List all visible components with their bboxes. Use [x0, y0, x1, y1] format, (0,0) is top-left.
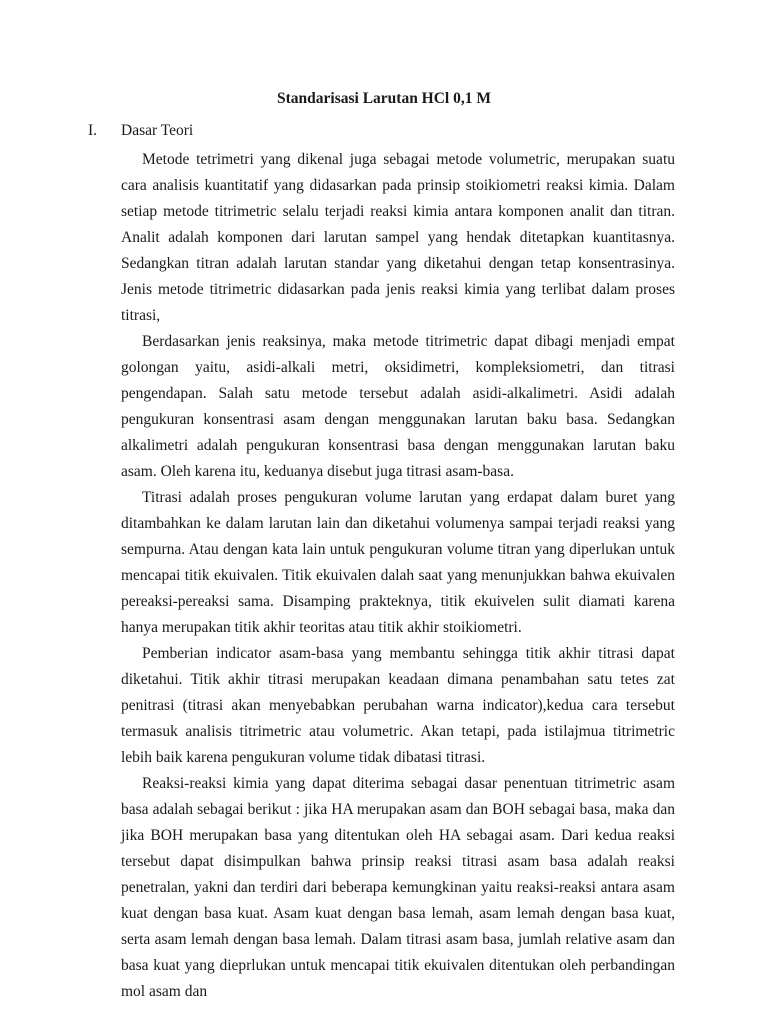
- section-body: [121, 147, 675, 1005]
- section-number: I.: [88, 122, 98, 139]
- paragraph: Pemberian indicator asam-basa yang membantu sehingga titik akhir titrasi dapat diketahui. Titik akhir titrasi merupakan keadaan dimana penambahan satu tetes zat penitrasi (titrasi akan menyebabkan perubahan warna indicator),kedua cara tersebut termasuk analisis titrimetric atau volumetric. Akan tetapi, pada istilajmua titrimetric lebih baik karena pengukuran volume tidak dibatasi titrasi.: [121, 645, 675, 766]
- paragraph: Metode tetrimetri yang dikenal juga sebagai metode volumetric, merupakan suatu cara analisis kuantitatif yang didasarkan pada prinsip stoikiometri reaksi kimia. Dalam setiap metode titrimetric selalu terjadi reaksi kimia antara komponen analit dan titran. Analit adalah komponen dari larutan sampel yang hendak ditetapkan kuantitasnya. Sedangkan titran adalah larutan standar yang diketahui dengan tetap konsentrasinya. Jenis metode titrimetric didasarkan pada jenis reaksi kimia yang terlibat dalam proses titrasi,: [121, 151, 675, 324]
- paragraph: Reaksi-reaksi kimia yang dapat diterima sebagai dasar penentuan titrimetric asam basa adalah sebagai berikut : jika HA merupakan asam dan BOH sebagai basa, maka dan jika BOH merupakan basa yang ditentukan oleh HA sebagai asam. Dari kedua reaksi tersebut dapat disimpulkan bahwa prinsip reaksi titrasi asam basa adalah reaksi penetralan, yakni dan terdiri dari beberapa kemungkinan yaitu reaksi-reaksi antara asam kuat dengan basa kuat. Asam kuat dengan basa lemah, asam lemah dengan basa kuat, serta asam lemah dengan basa lemah. Dalam titrasi asam basa, jumlah relative asam dan basa kuat yang dieprlukan untuk mencapai titik ekuivalen ditentukan oleh perbandingan mol asam dan: [121, 775, 675, 1000]
- document-title: Standarisasi Larutan HCl 0,1 M: [276, 90, 491, 107]
- paragraph: Titrasi adalah proses pengukuran volume larutan yang erdapat dalam buret yang ditambahkan ke dalam larutan lain dan diketahui volumenya sampai terjadi reaksi yang sempurna. Atau dengan kata lain untuk pengukuran volume titran yang diperlukan untuk mencapai titik ekuivalen. Titik ekuivalen dalah saat yang menunjukkan bahwa ekuivalen pereaksi-pereaksi sama. Disamping prakteknya, titik ekuivelen sulit diamati karena hanya merupakan titik akhir teoritas atau titik akhir stoikiometri.: [121, 489, 675, 636]
- paragraph: Berdasarkan jenis reaksinya, maka metode titrimetric dapat dibagi menjadi empat golongan yaitu, asidi-alkali metri, oksidimetri, kompleksiometri, dan titrasi pengendapan. Salah satu metode tersebut adalah asidi-alkalimetri. Asidi adalah pengukuran konsentrasi asam dengan menggunakan larutan baku basa. Sedangkan alkalimetri adalah pengukuran konsentrasi basa dengan menggunakan larutan baku asam. Oleh karena itu, keduanya disebut juga titrasi asam-basa.: [121, 333, 675, 480]
- section-heading: Dasar Teori: [121, 122, 194, 139]
